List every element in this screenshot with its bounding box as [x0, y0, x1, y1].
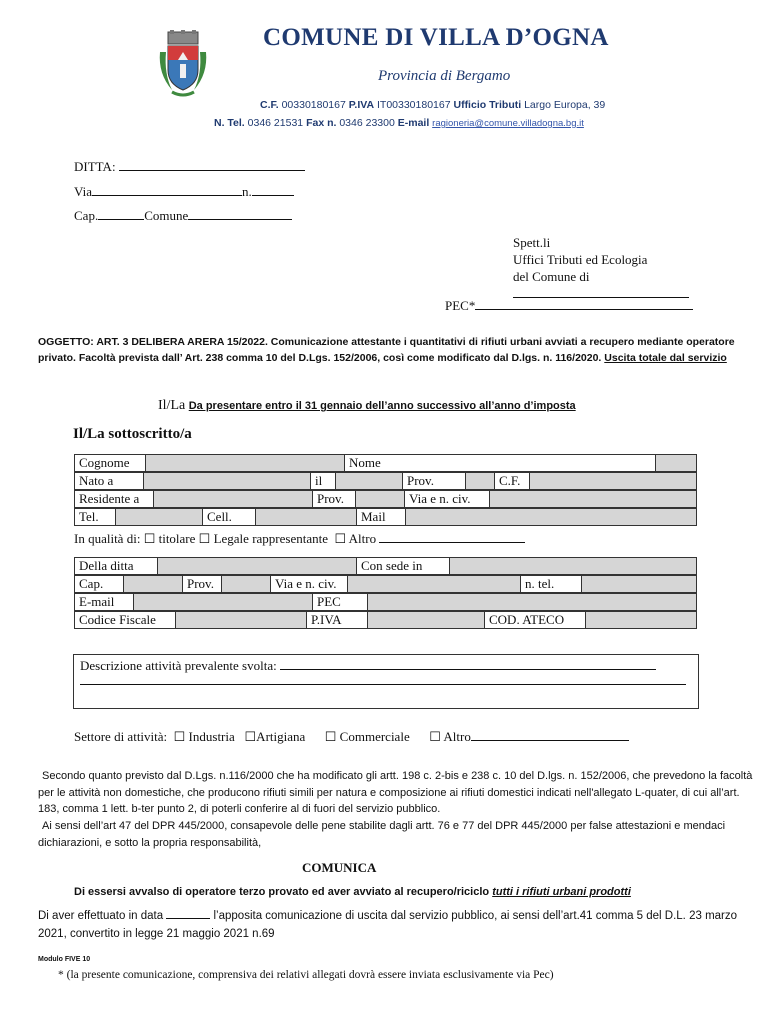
nato-field[interactable]	[144, 473, 311, 490]
modulo-code: Modulo FIVE 10	[38, 956, 91, 963]
company-table-row2	[74, 575, 697, 593]
pec-label: PEC*	[445, 298, 476, 313]
cognome-field[interactable]	[146, 455, 345, 472]
cap-table-label: Cap.	[75, 576, 124, 593]
email-link[interactable]: ragioneria@comune.villadogna.bg.it	[432, 118, 584, 129]
intro-prefix: Il/La	[158, 398, 186, 413]
legale-checkbox[interactable]: ☐ Legale rappresentante	[198, 531, 328, 546]
cap-comune-line	[74, 207, 292, 224]
mail-field[interactable]	[406, 509, 697, 526]
pec-line	[445, 297, 693, 314]
effettuato-paragraph	[38, 907, 758, 943]
via-line	[74, 183, 294, 200]
della-ditta-label: Della ditta	[75, 558, 158, 575]
recipient-block	[513, 234, 689, 302]
con-sede-field[interactable]	[450, 558, 697, 575]
prov2-field[interactable]	[356, 491, 405, 508]
tel-field[interactable]	[116, 509, 203, 526]
person-table	[74, 454, 697, 472]
tel-label: N. Tel.	[214, 117, 245, 129]
fax-label: Fax n.	[306, 117, 337, 129]
office-address: Largo Europa, 39	[524, 99, 606, 111]
il-field[interactable]	[336, 473, 403, 490]
cap-field[interactable]	[98, 207, 144, 220]
il-label: il	[311, 473, 336, 490]
email-table-label: E-mail	[75, 594, 134, 611]
effettuato-text-a: Di aver effettuato in data	[38, 910, 164, 922]
civic-number-field[interactable]	[252, 183, 294, 196]
company-table-row4	[74, 611, 697, 629]
piva-label: P.IVA	[348, 99, 375, 111]
altro-settore-checkbox[interactable]: ☐ Altro	[429, 729, 471, 744]
deadline-note: Da presentare entro il 31 gennaio dell’anno successivo all’anno d’imposta	[188, 400, 576, 412]
nome-field[interactable]	[656, 455, 697, 472]
con-sede-label: Con sede in	[357, 558, 450, 575]
residente-field[interactable]	[154, 491, 313, 508]
cf-table-label: C.F.	[495, 473, 530, 490]
table-row	[75, 594, 697, 611]
artigiana-checkbox[interactable]: ☐Artigiana	[244, 729, 306, 744]
comunica-heading: COMUNICA	[302, 860, 377, 875]
prov-field[interactable]	[466, 473, 495, 490]
via-field[interactable]	[92, 183, 242, 196]
codice-fiscale-label: Codice Fiscale	[75, 612, 176, 629]
comune-label: Comune	[144, 208, 189, 223]
qualita-line	[74, 530, 525, 547]
cap-table-field[interactable]	[124, 576, 183, 593]
company-table-row3	[74, 593, 697, 611]
descrizione-field-1[interactable]	[280, 657, 656, 670]
page-title: COMUNE DI VILLA D’OGNA	[263, 24, 609, 51]
commerciale-checkbox[interactable]: ☐ Commerciale	[324, 729, 410, 744]
normativa-paragraph: Secondo quanto previsto dal D.Lgs. n.116/2000 che ha modificato gli artt. 198 c. 2-bis e 238 c. 10 del D.lgs. n. 152/2006, che prevedono la facoltà per le attività non domestiche, che producono rifiuti simili per natura e composizione ai rifiuti domestici indicati nell'allegato L-quater, di cui all’art. 183, comma 1 lett. b-ter punto 2, di poterli conferire al di fuori del servizio pubblico.	[38, 770, 753, 815]
prov-company-label: Prov.	[183, 576, 222, 593]
via-civ-label: Via e n. civ.	[405, 491, 490, 508]
comune-field[interactable]	[188, 207, 292, 220]
pec-table-field[interactable]	[368, 594, 697, 611]
via-civ-field[interactable]	[490, 491, 697, 508]
pec-field[interactable]	[475, 297, 693, 310]
titolare-checkbox[interactable]: ☐ titolare	[143, 531, 196, 546]
table-row	[75, 612, 697, 629]
table-row	[75, 558, 697, 575]
dpr-paragraph: Ai sensi dell’art 47 del DPR 445/2000, consapevole delle pene stabilite dagli artt. 76 e 77 del DPR 445/2000 per false attestazioni e mendaci dichiarazioni, e sotto la propria responsabilità,	[38, 820, 726, 849]
header-info-line-1	[260, 99, 605, 111]
ateco-field[interactable]	[586, 612, 697, 629]
piva-table-label: P.IVA	[307, 612, 368, 629]
avvalso-underlined: tutti i rifiuti urbani prodotti	[492, 886, 631, 898]
settore-label: Settore di attività:	[74, 729, 168, 744]
oggetto-underlined: Uscita totale dal servizio	[604, 352, 727, 364]
cognome-label: Cognome	[75, 455, 146, 472]
via-company-label: Via e n. civ.	[271, 576, 348, 593]
altro-settore-field[interactable]	[471, 728, 629, 741]
descrizione-line	[80, 657, 656, 674]
recipient-line-1: Spett.li	[513, 235, 551, 250]
prov-company-field[interactable]	[222, 576, 271, 593]
cf-field[interactable]	[530, 473, 697, 490]
office-label: Ufficio Tributi	[453, 99, 522, 111]
person-table-row2	[74, 472, 697, 490]
industria-checkbox[interactable]: ☐ Industria	[173, 729, 235, 744]
prov2-label: Prov.	[313, 491, 356, 508]
oggetto-text: OGGETTO: ART. 3 DELIBERA ARERA 15/2022. Comunicazione attestante i quantitativi di rifiuti urbani avviati a recupero mediante operatore privato. Facoltà prevista dall’ Art. 238 comma 10 del D.Lgs. 152/2006, così come modificato dal D.lgs. n. 116/2020.	[38, 336, 735, 364]
recipient-line-2: Uffici Tributi ed Ecologia	[513, 252, 648, 267]
header-info-line-2	[214, 117, 584, 129]
email-table-field[interactable]	[134, 594, 313, 611]
cap-label: Cap.	[74, 208, 99, 223]
fax-value: 0346 23300	[339, 117, 395, 129]
cf-label: C.F.	[260, 99, 279, 111]
avvalso-line	[74, 886, 631, 898]
descrizione-label: Descrizione attività prevalente svolta:	[80, 658, 277, 673]
residente-label: Residente a	[75, 491, 154, 508]
tel-table-label: Tel.	[75, 509, 116, 526]
della-ditta-field[interactable]	[158, 558, 357, 575]
nome-label: Nome	[345, 455, 656, 472]
person-table-row4	[74, 508, 697, 526]
descrizione-field-2[interactable]	[80, 683, 686, 685]
via-company-field[interactable]	[348, 576, 521, 593]
table-row	[75, 576, 697, 593]
via-label: Via	[74, 184, 92, 199]
table-row	[75, 455, 697, 472]
data-field[interactable]	[166, 908, 210, 919]
cell-field[interactable]	[256, 509, 357, 526]
ntel-field[interactable]	[582, 576, 697, 593]
piva-value: IT00330180167	[376, 99, 451, 111]
table-row	[75, 491, 697, 508]
ditta-label: DITTA:	[74, 159, 116, 174]
nato-label: Nato a	[75, 473, 144, 490]
recipient-line-3: del Comune di	[513, 269, 590, 284]
person-table-row3	[74, 490, 697, 508]
altro-qualita-field[interactable]	[379, 530, 525, 543]
footnote: * (la presente comunicazione, comprensiva dei relativi allegati dovrà essere inviata esclusivamente via Pec)	[58, 969, 554, 981]
email-label: E-mail	[397, 117, 430, 129]
settore-line	[74, 728, 629, 745]
company-table-row1	[74, 557, 697, 575]
effettuato-text-b: l’apposita comunicazione di uscita dal servizio pubblico, ai sensi dell’art.41 comma 5 del D.L. 23 marzo 2021, convertito in legge 21 maggio 2021 n.69	[38, 910, 738, 940]
sottoscritto-heading: Il/La sottoscritto/a	[73, 426, 192, 442]
cell-label: Cell.	[203, 509, 256, 526]
ntel-label: n. tel.	[521, 576, 582, 593]
codice-fiscale-field[interactable]	[176, 612, 307, 629]
ditta-field[interactable]	[119, 158, 305, 171]
prov-label: Prov.	[403, 473, 466, 490]
cf-value: 00330180167	[281, 99, 346, 111]
table-row	[75, 473, 697, 490]
avvalso-text: Di essersi avvalso di operatore terzo provato ed aver avviato al recupero/riciclo	[74, 886, 490, 898]
mail-label: Mail	[357, 509, 406, 526]
n-label: n.	[242, 184, 252, 199]
oggetto-paragraph	[38, 334, 738, 366]
tel-value: 0346 21531	[247, 117, 304, 129]
piva-table-field[interactable]	[368, 612, 485, 629]
province-subtitle: Provincia di Bergamo	[378, 68, 511, 84]
table-row	[75, 509, 697, 526]
intro-line	[158, 398, 576, 414]
ditta-line	[74, 158, 305, 175]
altro-checkbox[interactable]: ☐ Altro	[334, 531, 377, 546]
pec-table-label: PEC	[313, 594, 368, 611]
coat-of-arms-logo	[156, 30, 210, 98]
qualita-label: In qualità di:	[74, 531, 141, 546]
ateco-label: COD. ATECO	[485, 612, 586, 629]
